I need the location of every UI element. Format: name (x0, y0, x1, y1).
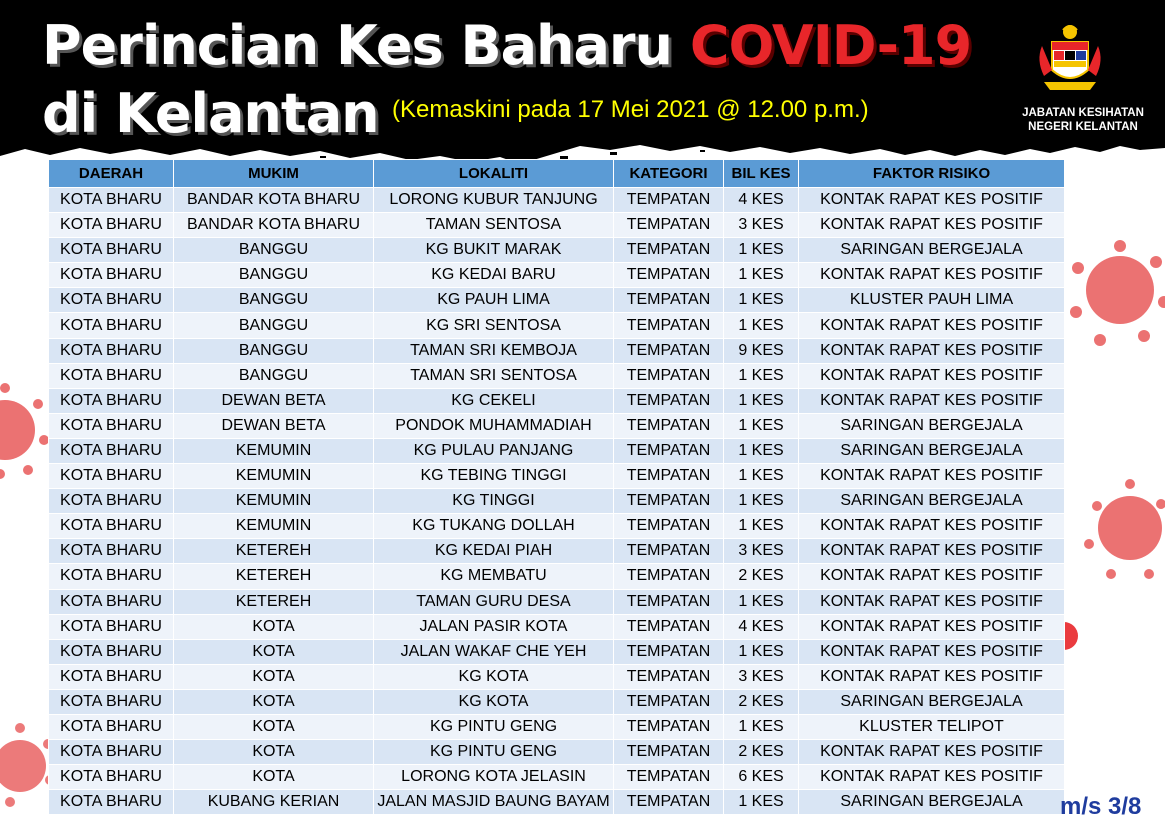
table-row (49, 464, 1065, 489)
col-lokaliti-cell: PONDOK MUHAMMADIAH (374, 413, 614, 438)
col-kategori-cell: TEMPATAN (614, 514, 724, 539)
col-mukim-cell: BANGGU (174, 313, 374, 338)
col-lokaliti-cell: JALAN WAKAF CHE YEH (374, 639, 614, 664)
page-title-line2: di Kelantan (42, 82, 379, 145)
col-faktor-risiko-cell: SARINGAN BERGEJALA (799, 689, 1065, 714)
table-row (49, 564, 1065, 589)
col-daerah-cell: KOTA BHARU (49, 614, 174, 639)
col-mukim-cell: DEWAN BETA (174, 413, 374, 438)
coat-of-arms-icon (1030, 20, 1110, 100)
table-row (49, 489, 1065, 514)
table-row (49, 188, 1065, 213)
col-lokaliti-cell: JALAN PASIR KOTA (374, 614, 614, 639)
column-header-daerah: DAERAH (49, 160, 174, 188)
col-daerah-cell: KOTA BHARU (49, 714, 174, 739)
table-row (49, 238, 1065, 263)
table-row (49, 363, 1065, 388)
col-daerah-cell: KOTA BHARU (49, 664, 174, 689)
col-faktor-risiko-cell: KONTAK RAPAT KES POSITIF (799, 313, 1065, 338)
col-mukim-cell: BANGGU (174, 363, 374, 388)
col-lokaliti-cell: KG SRI SENTOSA (374, 313, 614, 338)
table-header-row (49, 160, 1065, 188)
col-daerah-cell: KOTA BHARU (49, 639, 174, 664)
col-faktor-risiko-cell: KONTAK RAPAT KES POSITIF (799, 564, 1065, 589)
title-accent: COVID-19 (689, 14, 972, 77)
table-row (49, 639, 1065, 664)
column-header-lokaliti: LOKALITI (374, 160, 614, 188)
col-kategori-cell: TEMPATAN (614, 238, 724, 263)
col-daerah-cell: KOTA BHARU (49, 740, 174, 765)
col-bil-kes-cell: 1 KES (724, 263, 799, 288)
col-lokaliti-cell: KG TUKANG DOLLAH (374, 514, 614, 539)
col-lokaliti-cell: KG PINTU GENG (374, 740, 614, 765)
col-lokaliti-cell: KG PAUH LIMA (374, 288, 614, 313)
col-bil-kes-cell: 1 KES (724, 589, 799, 614)
col-bil-kes-cell: 4 KES (724, 614, 799, 639)
col-faktor-risiko-cell: SARINGAN BERGEJALA (799, 238, 1065, 263)
col-daerah-cell: KOTA BHARU (49, 388, 174, 413)
col-kategori-cell: TEMPATAN (614, 614, 724, 639)
col-lokaliti-cell: KG PINTU GENG (374, 714, 614, 739)
col-mukim-cell: KOTA (174, 664, 374, 689)
col-bil-kes-cell: 1 KES (724, 639, 799, 664)
col-mukim-cell: KEMUMIN (174, 438, 374, 463)
col-kategori-cell: TEMPATAN (614, 740, 724, 765)
table-row (49, 740, 1065, 765)
col-daerah-cell: KOTA BHARU (49, 188, 174, 213)
col-kategori-cell: TEMPATAN (614, 790, 724, 815)
col-mukim-cell: BANGGU (174, 288, 374, 313)
col-mukim-cell: KETEREH (174, 539, 374, 564)
col-daerah-cell: KOTA BHARU (49, 213, 174, 238)
col-lokaliti-cell: KG TINGGI (374, 489, 614, 514)
table-row (49, 213, 1065, 238)
col-lokaliti-cell: KG TEBING TINGGI (374, 464, 614, 489)
col-daerah-cell: KOTA BHARU (49, 689, 174, 714)
col-mukim-cell: KETEREH (174, 589, 374, 614)
col-bil-kes-cell: 4 KES (724, 188, 799, 213)
col-lokaliti-cell: TAMAN SENTOSA (374, 213, 614, 238)
col-bil-kes-cell: 1 KES (724, 288, 799, 313)
table-row (49, 413, 1065, 438)
col-kategori-cell: TEMPATAN (614, 288, 724, 313)
col-bil-kes-cell: 1 KES (724, 438, 799, 463)
title-part1: Perincian Kes Baharu (42, 14, 690, 77)
col-daerah-cell: KOTA BHARU (49, 313, 174, 338)
col-lokaliti-cell: KG MEMBATU (374, 564, 614, 589)
update-note: (Kemaskini pada 17 Mei 2021 @ 12.00 p.m.) (392, 96, 869, 123)
col-mukim-cell: BANGGU (174, 238, 374, 263)
cases-table (48, 159, 1064, 815)
col-lokaliti-cell: JALAN MASJID BAUNG BAYAM (374, 790, 614, 815)
col-daerah-cell: KOTA BHARU (49, 489, 174, 514)
column-header-kategori: KATEGORI (614, 160, 724, 188)
table-row (49, 714, 1065, 739)
col-kategori-cell: TEMPATAN (614, 639, 724, 664)
col-lokaliti-cell: KG KOTA (374, 664, 614, 689)
col-faktor-risiko-cell: KONTAK RAPAT KES POSITIF (799, 765, 1065, 790)
col-daerah-cell: KOTA BHARU (49, 338, 174, 363)
col-daerah-cell: KOTA BHARU (49, 564, 174, 589)
col-kategori-cell: TEMPATAN (614, 263, 724, 288)
col-faktor-risiko-cell: KONTAK RAPAT KES POSITIF (799, 363, 1065, 388)
col-daerah-cell: KOTA BHARU (49, 464, 174, 489)
col-mukim-cell: BANDAR KOTA BHARU (174, 188, 374, 213)
col-kategori-cell: TEMPATAN (614, 539, 724, 564)
table-row (49, 313, 1065, 338)
col-bil-kes-cell: 1 KES (724, 413, 799, 438)
table-row (49, 338, 1065, 363)
col-daerah-cell: KOTA BHARU (49, 589, 174, 614)
table-row (49, 539, 1065, 564)
col-lokaliti-cell: KG BUKIT MARAK (374, 238, 614, 263)
col-bil-kes-cell: 3 KES (724, 539, 799, 564)
col-mukim-cell: KOTA (174, 639, 374, 664)
col-mukim-cell: KOTA (174, 614, 374, 639)
table-row (49, 438, 1065, 463)
agency-line1: JABATAN KESIHATAN (1022, 107, 1144, 119)
col-lokaliti-cell: LORONG KOTA JELASIN (374, 765, 614, 790)
col-faktor-risiko-cell: KONTAK RAPAT KES POSITIF (799, 338, 1065, 363)
col-bil-kes-cell: 2 KES (724, 564, 799, 589)
col-faktor-risiko-cell: KONTAK RAPAT KES POSITIF (799, 639, 1065, 664)
col-daerah-cell: KOTA BHARU (49, 238, 174, 263)
agency-name (1008, 106, 1158, 134)
column-header-mukim: MUKIM (174, 160, 374, 188)
col-bil-kes-cell: 1 KES (724, 790, 799, 815)
table-body (49, 188, 1065, 815)
col-kategori-cell: TEMPATAN (614, 213, 724, 238)
col-bil-kes-cell: 1 KES (724, 489, 799, 514)
col-faktor-risiko-cell: KONTAK RAPAT KES POSITIF (799, 464, 1065, 489)
col-daerah-cell: KOTA BHARU (49, 263, 174, 288)
col-daerah-cell: KOTA BHARU (49, 514, 174, 539)
col-bil-kes-cell: 1 KES (724, 238, 799, 263)
col-faktor-risiko-cell: KONTAK RAPAT KES POSITIF (799, 614, 1065, 639)
col-mukim-cell: KEMUMIN (174, 464, 374, 489)
col-kategori-cell: TEMPATAN (614, 564, 724, 589)
col-kategori-cell: TEMPATAN (614, 689, 724, 714)
col-bil-kes-cell: 1 KES (724, 388, 799, 413)
col-mukim-cell: KOTA (174, 740, 374, 765)
table-row (49, 288, 1065, 313)
col-bil-kes-cell: 1 KES (724, 363, 799, 388)
col-kategori-cell: TEMPATAN (614, 338, 724, 363)
col-faktor-risiko-cell: KONTAK RAPAT KES POSITIF (799, 514, 1065, 539)
col-daerah-cell: KOTA BHARU (49, 413, 174, 438)
col-lokaliti-cell: KG KEDAI PIAH (374, 539, 614, 564)
col-lokaliti-cell: KG CEKELI (374, 388, 614, 413)
page-title (42, 14, 971, 77)
col-mukim-cell: KEMUMIN (174, 489, 374, 514)
virus-icon (1060, 232, 1165, 356)
col-kategori-cell: TEMPATAN (614, 438, 724, 463)
col-daerah-cell: KOTA BHARU (49, 363, 174, 388)
col-bil-kes-cell: 6 KES (724, 765, 799, 790)
table-row (49, 664, 1065, 689)
col-mukim-cell: KOTA (174, 714, 374, 739)
col-kategori-cell: TEMPATAN (614, 714, 724, 739)
col-bil-kes-cell: 1 KES (724, 313, 799, 338)
col-daerah-cell: KOTA BHARU (49, 288, 174, 313)
col-kategori-cell: TEMPATAN (614, 313, 724, 338)
col-bil-kes-cell: 9 KES (724, 338, 799, 363)
col-bil-kes-cell: 3 KES (724, 213, 799, 238)
table-row (49, 765, 1065, 790)
agency-line2: NEGERI KELANTAN (1028, 121, 1138, 133)
col-bil-kes-cell: 1 KES (724, 514, 799, 539)
col-faktor-risiko-cell: SARINGAN BERGEJALA (799, 438, 1065, 463)
col-lokaliti-cell: KG KEDAI BARU (374, 263, 614, 288)
col-faktor-risiko-cell: KONTAK RAPAT KES POSITIF (799, 263, 1065, 288)
col-lokaliti-cell: TAMAN SRI SENTOSA (374, 363, 614, 388)
table-row (49, 614, 1065, 639)
col-bil-kes-cell: 2 KES (724, 740, 799, 765)
col-lokaliti-cell: TAMAN GURU DESA (374, 589, 614, 614)
col-bil-kes-cell: 1 KES (724, 464, 799, 489)
col-mukim-cell: BANGGU (174, 338, 374, 363)
col-faktor-risiko-cell: SARINGAN BERGEJALA (799, 790, 1065, 815)
col-kategori-cell: TEMPATAN (614, 188, 724, 213)
col-daerah-cell: KOTA BHARU (49, 438, 174, 463)
col-faktor-risiko-cell: KONTAK RAPAT KES POSITIF (799, 740, 1065, 765)
col-kategori-cell: TEMPATAN (614, 589, 724, 614)
col-mukim-cell: KEMUMIN (174, 514, 374, 539)
col-lokaliti-cell: KG PULAU PANJANG (374, 438, 614, 463)
col-faktor-risiko-cell: KONTAK RAPAT KES POSITIF (799, 664, 1065, 689)
col-daerah-cell: KOTA BHARU (49, 765, 174, 790)
col-kategori-cell: TEMPATAN (614, 464, 724, 489)
col-kategori-cell: TEMPATAN (614, 489, 724, 514)
col-lokaliti-cell: KG KOTA (374, 689, 614, 714)
table-row (49, 689, 1065, 714)
col-mukim-cell: BANGGU (174, 263, 374, 288)
col-daerah-cell: KOTA BHARU (49, 539, 174, 564)
table-row (49, 514, 1065, 539)
col-kategori-cell: TEMPATAN (614, 413, 724, 438)
col-faktor-risiko-cell: KONTAK RAPAT KES POSITIF (799, 539, 1065, 564)
col-daerah-cell: KOTA BHARU (49, 790, 174, 815)
col-faktor-risiko-cell: KONTAK RAPAT KES POSITIF (799, 213, 1065, 238)
col-mukim-cell: KOTA (174, 689, 374, 714)
col-faktor-risiko-cell: SARINGAN BERGEJALA (799, 489, 1065, 514)
table-row (49, 388, 1065, 413)
table-row (49, 589, 1065, 614)
col-kategori-cell: TEMPATAN (614, 388, 724, 413)
col-faktor-risiko-cell: KLUSTER PAUH LIMA (799, 288, 1065, 313)
table-row (49, 263, 1065, 288)
col-mukim-cell: KOTA (174, 765, 374, 790)
page-number: m/s 3/8 (1060, 793, 1142, 820)
col-mukim-cell: KETEREH (174, 564, 374, 589)
virus-icon (1075, 470, 1165, 594)
col-lokaliti-cell: TAMAN SRI KEMBOJA (374, 338, 614, 363)
col-mukim-cell: KUBANG KERIAN (174, 790, 374, 815)
col-faktor-risiko-cell: KONTAK RAPAT KES POSITIF (799, 388, 1065, 413)
table-row (49, 790, 1065, 815)
column-header-faktor-risiko: FAKTOR RISIKO (799, 160, 1065, 188)
col-lokaliti-cell: LORONG KUBUR TANJUNG (374, 188, 614, 213)
col-kategori-cell: TEMPATAN (614, 765, 724, 790)
col-kategori-cell: TEMPATAN (614, 363, 724, 388)
column-header-bil-kes: BIL KES (724, 160, 799, 188)
col-faktor-risiko-cell: KONTAK RAPAT KES POSITIF (799, 188, 1065, 213)
col-faktor-risiko-cell: KLUSTER TELIPOT (799, 714, 1065, 739)
col-bil-kes-cell: 1 KES (724, 714, 799, 739)
col-bil-kes-cell: 3 KES (724, 664, 799, 689)
col-faktor-risiko-cell: SARINGAN BERGEJALA (799, 413, 1065, 438)
col-bil-kes-cell: 2 KES (724, 689, 799, 714)
col-mukim-cell: DEWAN BETA (174, 388, 374, 413)
col-kategori-cell: TEMPATAN (614, 664, 724, 689)
col-faktor-risiko-cell: KONTAK RAPAT KES POSITIF (799, 589, 1065, 614)
col-mukim-cell: BANDAR KOTA BHARU (174, 213, 374, 238)
